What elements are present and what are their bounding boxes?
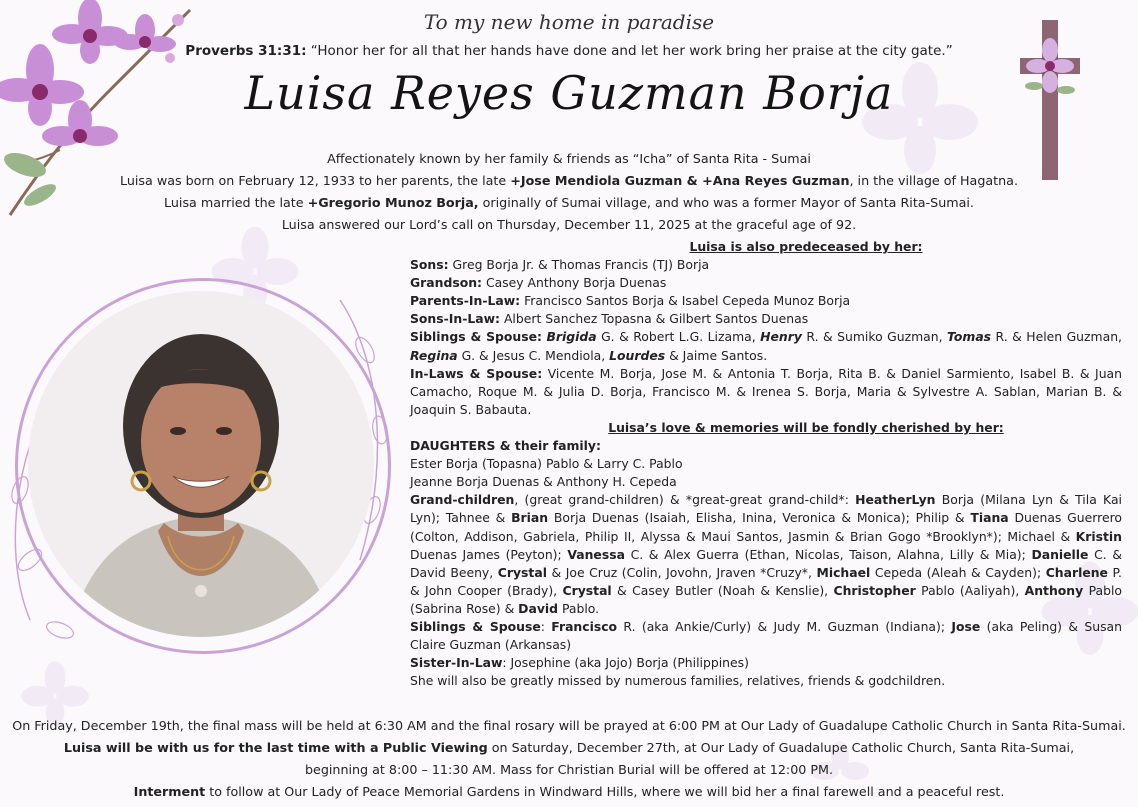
gc-text: , (great grand-children) & *great-great grand-child*: (514, 492, 856, 508)
parents-in-law-names: Francisco Santos Borja & Isabel Cepeda Munoz Borja (520, 293, 851, 309)
sibling-text: G. & Jesus C. Mendiola, (457, 347, 610, 363)
birth-line (0, 170, 1138, 192)
grandson-label: Grandson: (410, 275, 482, 291)
predeceased-siblings-entry (410, 328, 1122, 364)
sons-in-law-names: Albert Sanchez Topasna & Gilbert Santos Duenas (500, 311, 809, 327)
gc-name: Anthony (1024, 582, 1084, 598)
sons-in-law-label: Sons-In-Law: (410, 311, 501, 327)
sibling-name: Henry (760, 329, 802, 345)
deceased-name: Luisa Reyes Guzman Borja (244, 66, 894, 120)
daughter-entry: Jeanne Borja Duenas & Anthony H. Cepeda (410, 474, 677, 490)
interment-text: to follow at Our Lady of Peace Memorial Gardens in Windward Hills, where we will bid her a final farewell and a peaceful rest. (205, 784, 1005, 799)
grandson-name: Casey Anthony Borja Duenas (482, 275, 667, 291)
gc-text: Duenas James (Peyton); (410, 546, 568, 562)
marriage-line (0, 192, 1138, 214)
gc-text: & Joe Cruz (Colin, Jovohn, Jraven *Cruzy*, (546, 564, 817, 580)
gc-name: Christopher (833, 582, 916, 598)
grandson-entry (410, 274, 1122, 292)
gc-name: David (518, 600, 559, 616)
gc-name: Kristin (1075, 528, 1122, 544)
sister-in-law-entry (410, 654, 1122, 672)
missed-line: She will also be greatly missed by numerous families, relatives, friends & godchildren. (410, 673, 946, 689)
grandchildren-entry (410, 491, 1122, 618)
family-details (410, 238, 1122, 690)
in-laws-entry (410, 365, 1122, 419)
spouse-details: originally of Sumai village, and who was a former Mayor of Santa Rita-Sumai. (478, 195, 974, 210)
proverb-reference: Proverbs 31:31: (185, 43, 307, 59)
sibling-name: Tomas (947, 329, 992, 345)
gc-name: Danielle (1031, 546, 1089, 562)
sibling-text: R. (aka Ankie/Curly) & Judy M. Guzman (Indiana); (617, 618, 952, 634)
daughters-label-text: DAUGHTERS & their family: (410, 438, 601, 454)
sibling-name: Francisco (551, 618, 618, 634)
parents-names: +Jose Mendiola Guzman & +Ana Reyes Guzman (510, 173, 850, 188)
sibling-text: (aka Peling) & Susan Claire Guzman (Arkansas) (410, 618, 1122, 653)
siblings-label: Siblings & Spouse (410, 618, 541, 634)
parents-in-law-entry (410, 292, 1122, 310)
gc-name: Tiana (970, 510, 1009, 526)
spouse-name: +Gregorio Munoz Borja, (307, 195, 479, 210)
gc-name: Crystal (562, 582, 612, 598)
gc-text: Pablo (Aaliyah), (915, 582, 1025, 598)
parents-in-law-label: Parents-In-Law: (410, 293, 521, 309)
gc-text: Pablo (Sabrina Rose) & (410, 582, 1122, 616)
viewing-highlight: Luisa will be with us for the last time with a Public Viewing (63, 740, 488, 755)
gc-text: C. & David Beeny, (410, 546, 1122, 580)
gc-text: P. & John Cooper (Brady), (410, 564, 1122, 598)
gc-text: C. & Alex Guerra (Ethan, Nicolas, Taison, Alahna, Lilly & Mia); (624, 546, 1032, 562)
sibling-text: & Jaime Santos. (665, 347, 768, 363)
gc-name: Vanessa (567, 546, 625, 562)
service-details (0, 715, 1138, 803)
marriage-text: Luisa married the late (164, 195, 308, 210)
sibling-name: Brigida (546, 329, 597, 345)
sibling-name: Lourdes (609, 347, 666, 363)
portrait-photo (28, 291, 374, 637)
gc-text: Borja (Milana Lyn & Tila Kai Lyn); Tahnee & (410, 492, 1122, 526)
gc-text: Pablo. (558, 600, 600, 616)
sons-entry (410, 256, 1122, 274)
gc-text: Cepeda (Aleah & Cayden); (870, 564, 1046, 580)
gc-text: Borja Duenas (Isaiah, Elisha, Inina, Veronica & Monica); Philip & (548, 510, 971, 526)
sibling-name: Jose (951, 618, 981, 634)
daughter-entry: Ester Borja (Topasna) Pablo & Larry C. Pablo (410, 456, 683, 472)
birth-text: Luisa was born on February 12, 1933 to her parents, the late (120, 173, 511, 188)
gc-name: Michael (816, 564, 871, 580)
sons-names: Greg Borja Jr. & Thomas Francis (TJ) Borja (448, 257, 710, 273)
viewing-text: on Saturday, December 27th, at Our Lady of Guadalupe Catholic Church, Santa Rita-Sumai, (487, 740, 1075, 755)
gc-text: Duenas Guerrero (Colton, Addison, Gabriela, Philip II, Alyssa & Maui Santos, Jasmin & Brian Gogo *Brooklyn*); Michael & (410, 510, 1122, 544)
gc-name: Charlene (1045, 564, 1108, 580)
survivors-heading: Luisa’s love & memories will be fondly cherished by her: (608, 419, 1004, 435)
predeceased-heading: Luisa is also predeceased by her: (689, 239, 923, 254)
proverb (0, 43, 1138, 59)
intro-block (0, 148, 1138, 236)
sons-in-law-entry (410, 310, 1122, 328)
viewing-line (0, 737, 1138, 759)
burial-line: beginning at 8:00 – 11:30 AM. Mass for Christian Burial will be offered at 12:00 PM. (304, 762, 834, 777)
daughters-label (410, 437, 1122, 455)
in-laws-names: Vicente M. Borja, Jose M. & Antonia T. Borja, Rita B. & Daniel Sarmiento, Isabel B. & Juan Camacho, Roque M. & Julia D. Borja, Francisco M. & Irenea S. Borja, Maria & Sylvestre A. Sablan, Marian B. & Joaquin S. Babauta. (410, 365, 1122, 417)
sister-in-law-label: Sister-In-Law (410, 655, 503, 671)
sibling-name: Regina (410, 347, 458, 363)
sibling-text: : (540, 618, 552, 634)
siblings-label: Siblings & Spouse: (410, 329, 542, 345)
sibling-text: R. & Sumiko Guzman, (801, 329, 948, 345)
mass-line: On Friday, December 19th, the final mass will be held at 6:30 AM and the final rosary will be prayed at 6:00 PM at Our Lady of Guadalupe Catholic Church in Santa Rita-Sumai. (12, 718, 1126, 733)
proverb-text: “Honor her for all that her hands have done and let her work bring her praise at the city gate.” (306, 43, 953, 59)
interment-label: Interment (133, 784, 206, 799)
gc-name: HeatherLyn (855, 492, 936, 508)
passing-line: Luisa answered our Lord’s call on Thursday, December 11, 2025 at the graceful age of 92. (281, 217, 857, 232)
gc-name: Brian (511, 510, 549, 526)
gc-text: & Casey Butler (Noah & Kenslie), (611, 582, 834, 598)
sibling-text: R. & Helen Guzman, (991, 329, 1122, 345)
nickname-line: Affectionately known by her family & friends as “Icha” of Santa Rita - Sumai (327, 151, 811, 166)
birth-place: , in the village of Hagatna. (849, 173, 1018, 188)
sibling-text: G. & Robert L.G. Lizama, (596, 329, 761, 345)
surviving-siblings-entry (410, 618, 1122, 654)
sons-label: Sons: (410, 257, 449, 273)
tagline: To my new home in paradise (423, 10, 715, 34)
gc-name: Crystal (497, 564, 547, 580)
sister-in-law-name: : Josephine (aka Jojo) Borja (Philippines) (502, 655, 749, 671)
portrait-illustration (28, 291, 374, 637)
interment-line (0, 781, 1138, 803)
in-laws-label: In-Laws & Spouse: (410, 365, 543, 381)
grandchildren-label: Grand-children (410, 492, 515, 508)
